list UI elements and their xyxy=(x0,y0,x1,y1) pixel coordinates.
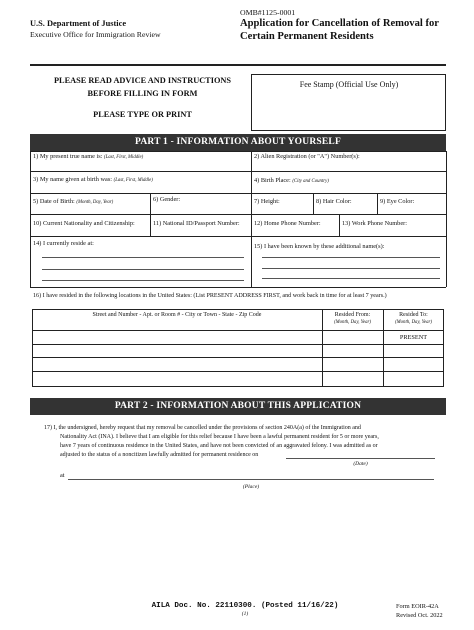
rule xyxy=(30,236,446,237)
rule xyxy=(30,287,446,288)
statement-17-line1: 17) I, the undersigned, hereby request that my removal be cancelled under the provisions of section 240A(a) of the Immigration and xyxy=(44,425,361,431)
address-line[interactable] xyxy=(42,269,244,270)
field-8-label: 8) Hair Color: xyxy=(316,198,352,205)
col-to-hint: (Month, Day, Year) xyxy=(395,320,432,325)
at-label: at xyxy=(60,472,65,479)
part2-header: PART 2 - INFORMATION ABOUT THIS APPLICATION xyxy=(30,398,446,415)
date-caption: (Date) xyxy=(353,461,368,467)
field-13-label: 13) Work Phone Number: xyxy=(342,220,407,227)
other-name-line[interactable] xyxy=(262,278,440,279)
form-title-line2: Certain Permanent Residents xyxy=(240,31,374,42)
rule xyxy=(30,151,446,152)
field-11-label: 11) National ID/Passport Number: xyxy=(153,220,240,227)
col-from-hint: (Month, Day, Year) xyxy=(334,320,371,325)
field-7-label: 7) Height: xyxy=(254,198,280,205)
col-from-header: Resided From: xyxy=(334,312,371,318)
hair-color-field[interactable] xyxy=(314,206,376,213)
statement-17-line4: adjusted to the status of a noncitizen lawfully admitted for permanent residence on xyxy=(60,452,259,458)
field-4-label: 4) Birth Place: (City and Country) xyxy=(254,177,329,184)
statement-17-line2: Nationality Act (INA). I believe that I am eligible for this relief because I have been a lawful permanent resident for 5 or more years, xyxy=(60,434,379,440)
office-name: Executive Office for Immigration Review xyxy=(30,30,161,39)
header-rule xyxy=(30,64,446,66)
field-2-label: 2) Alien Registration (or "A") Number(s): xyxy=(254,153,360,160)
col-to-header: Resided To: xyxy=(399,312,428,318)
rule xyxy=(30,214,446,215)
form-number: Form EOIR-42A xyxy=(396,603,439,610)
eye-color-field[interactable] xyxy=(378,206,445,213)
page-number: (1) xyxy=(241,611,249,617)
nationality-field[interactable] xyxy=(31,228,149,235)
fee-stamp-label: Fee Stamp (Official Use Only) xyxy=(299,80,399,89)
present-cell: PRESENT xyxy=(399,334,428,341)
instructions-line2: BEFORE FILLING IN FORM xyxy=(87,89,198,98)
a-number-field[interactable] xyxy=(252,161,445,170)
true-name-field[interactable] xyxy=(31,161,250,170)
other-name-line[interactable] xyxy=(262,268,440,269)
rule xyxy=(30,171,446,172)
instructions-line3: PLEASE TYPE OR PRINT xyxy=(93,110,192,119)
address-line[interactable] xyxy=(42,280,244,281)
birth-place-field[interactable] xyxy=(252,185,445,192)
form-title-line1: Application for Cancellation of Removal for xyxy=(240,18,440,29)
height-field[interactable] xyxy=(252,206,312,213)
date-of-birth-field[interactable] xyxy=(31,206,149,213)
part1-header: PART 1 - INFORMATION ABOUT YOURSELF xyxy=(30,134,446,151)
other-name-line[interactable] xyxy=(262,257,440,258)
place-caption: (Place) xyxy=(242,484,260,490)
field-14-label: 14) I currently reside at: xyxy=(33,240,94,247)
field-12-label: 12) Home Phone Number: xyxy=(254,220,321,227)
agency-name: U.S. Department of Justice xyxy=(30,19,127,28)
field-16-label: 16) I have resided in the following locations in the United States: (List PRESENT ADDRESS FIRST, and work back in time for at least 7 years.) xyxy=(33,293,387,299)
field-10-label: 10) Current Nationality and Citizenship: xyxy=(33,220,135,227)
col-address-header: Street and Number - Apt. or Room # - City or Town - State - Zip Code xyxy=(92,312,262,318)
gender-field[interactable] xyxy=(151,204,250,213)
aila-stamp: AILA Doc. No. 22110300. (Posted 11/16/22) xyxy=(151,602,339,610)
field-6-label: 6) Gender: xyxy=(153,196,181,203)
rule xyxy=(30,193,446,194)
rule xyxy=(30,151,31,287)
admission-date-line[interactable] xyxy=(286,458,435,459)
field-9-label: 9) Eye Color: xyxy=(380,198,415,205)
address-line[interactable] xyxy=(42,257,244,258)
rule xyxy=(446,151,447,287)
home-phone-field[interactable] xyxy=(252,228,338,235)
work-phone-field[interactable] xyxy=(340,228,445,235)
passport-number-field[interactable] xyxy=(151,228,250,235)
birth-name-field[interactable] xyxy=(31,183,250,192)
field-15-label: 15) I have been known by these additional name(s): xyxy=(254,243,385,250)
rule xyxy=(251,151,252,287)
admission-place-line[interactable] xyxy=(68,479,434,480)
field-1-label: 1) My present true name is: (Last, First, Middle) xyxy=(33,153,144,160)
revision-date: Revised Oct. 2022 xyxy=(396,612,443,619)
statement-17-line3: have 7 years of continuous residence in the United States, and have not been convicted of an aggravated felony. I was admitted as or xyxy=(60,443,378,449)
field-5-label: 5) Date of Birth: (Month, Day, Year) xyxy=(33,198,114,205)
omb-number: OMB#1125-0001 xyxy=(240,8,296,17)
field-3-label: 3) My name given at birth was: (Last, First, Middle) xyxy=(33,176,153,183)
instructions-line1: PLEASE READ ADVICE AND INSTRUCTIONS xyxy=(53,76,232,85)
